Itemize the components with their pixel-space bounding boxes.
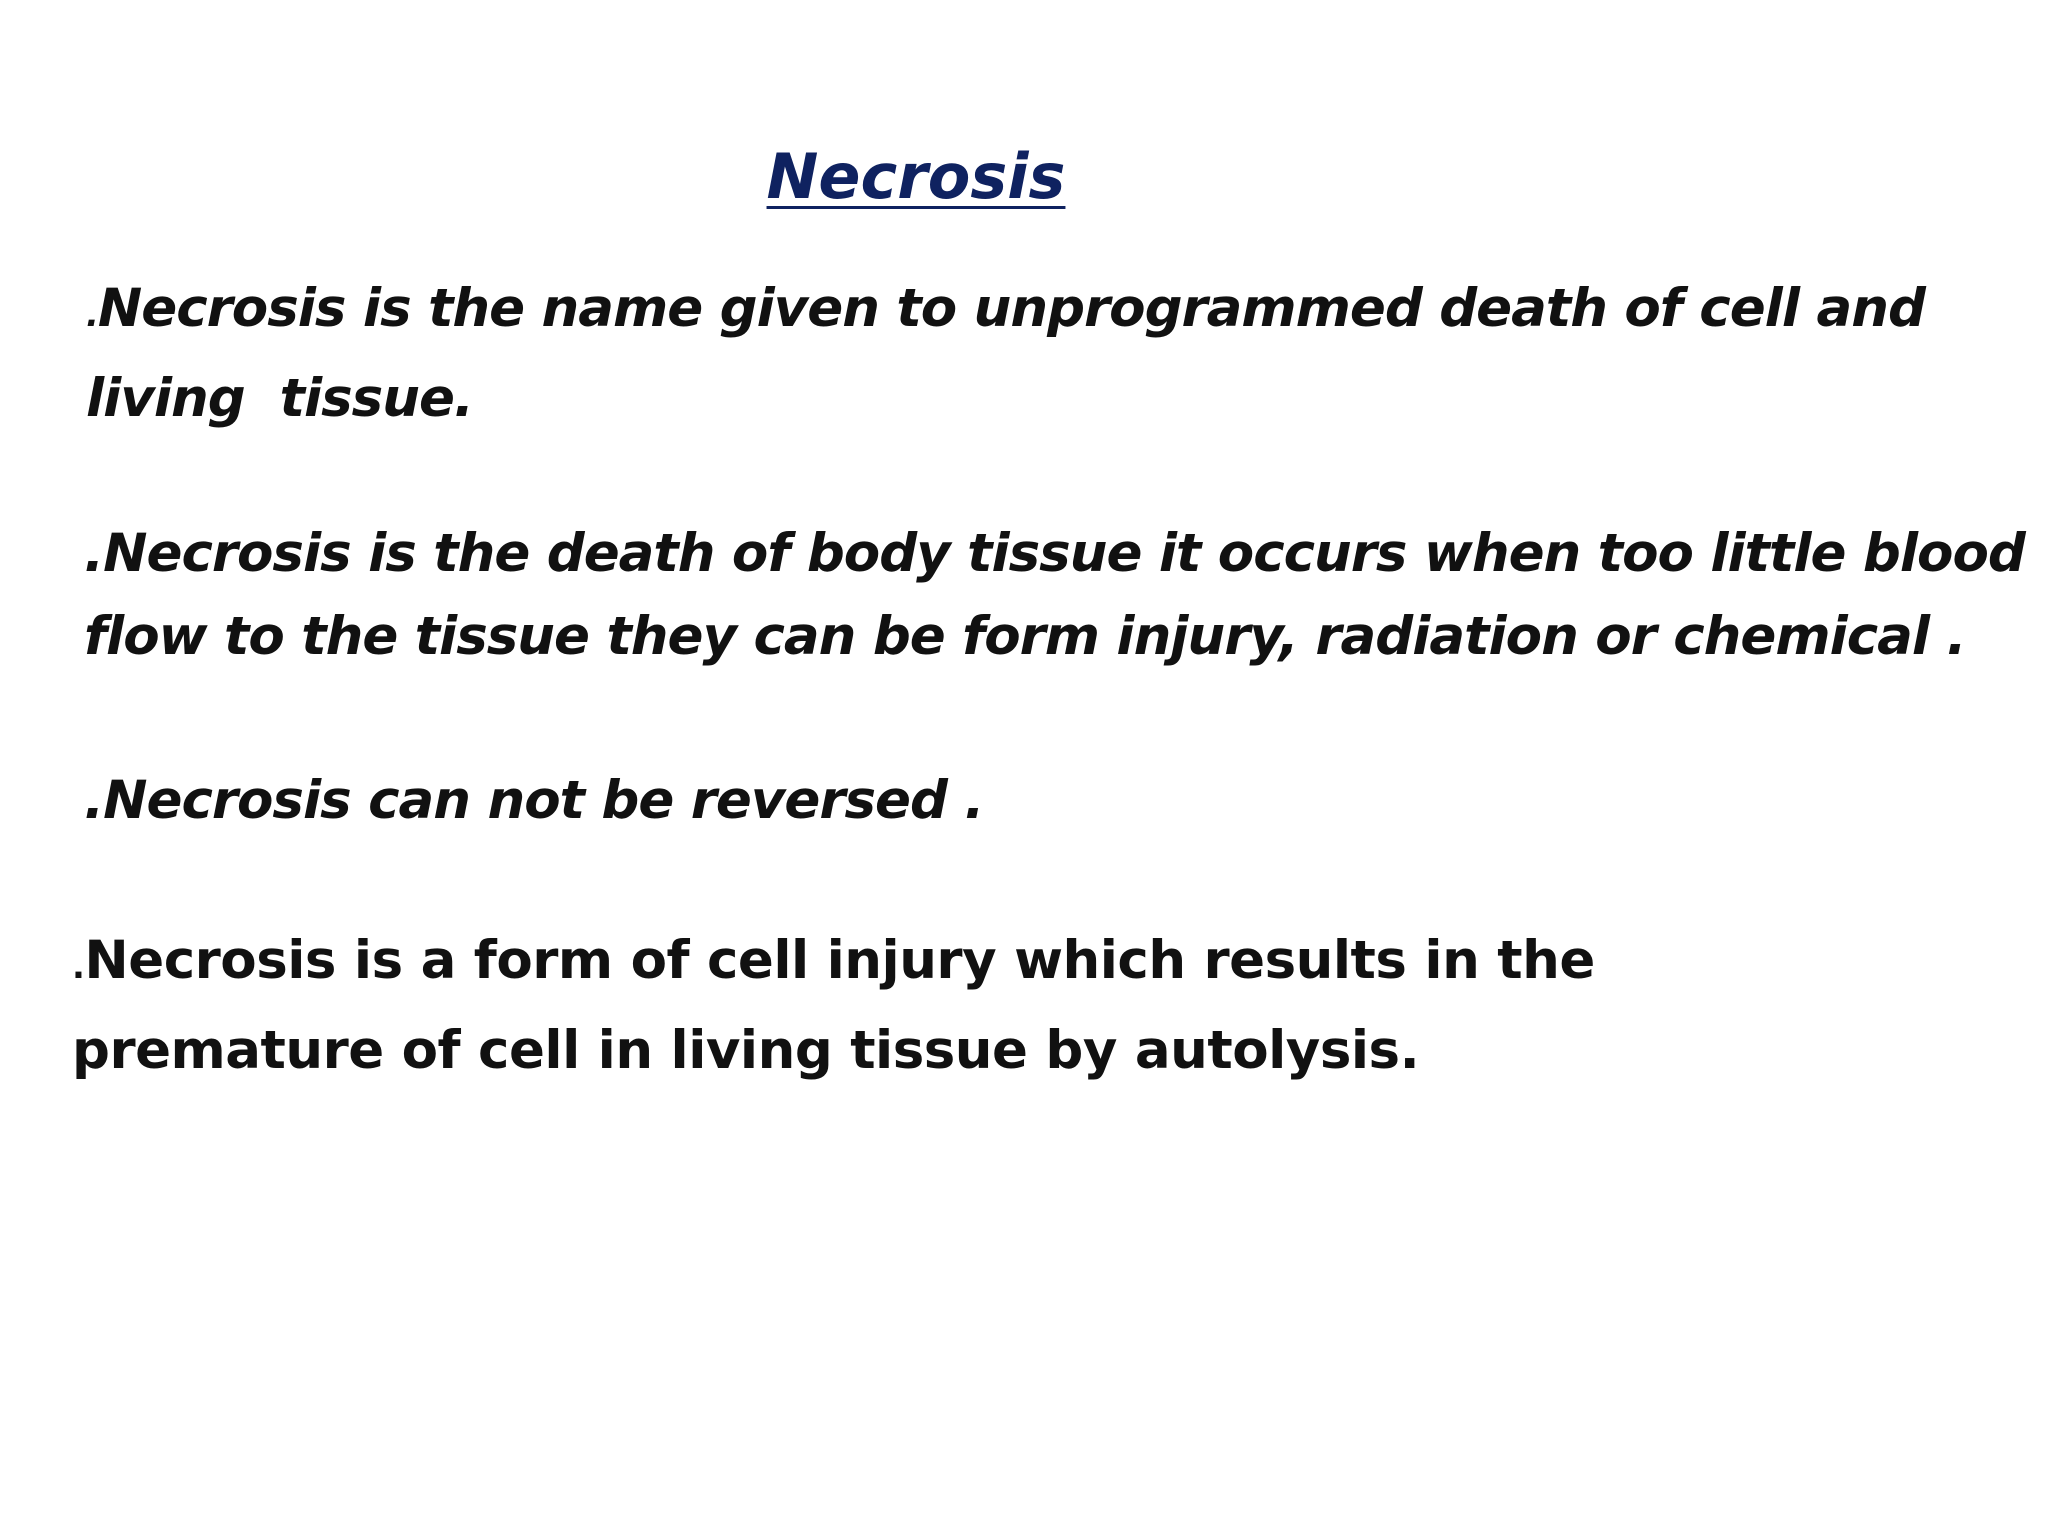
paragraph-cell-injury: [72, 919, 1595, 1092]
bullet-dot: .: [72, 947, 85, 987]
line-text: Necrosis is a form of cell injury which results in the: [84, 930, 1595, 991]
slide-title: Necrosis: [766, 140, 1066, 213]
paragraph-not-reversed: [84, 759, 983, 842]
bullet-dot: .: [84, 770, 104, 831]
paragraph-line: [72, 919, 1595, 1009]
line-text: Necrosis is the name given to unprogrammed death of cell and: [97, 278, 1925, 339]
line-text: Necrosis is the death of body tissue it occurs when too little blood: [103, 523, 2025, 584]
paragraph-line: premature of cell in living tissue by autolysis.: [72, 1020, 1420, 1081]
paragraph-line: living tissue.: [86, 368, 474, 429]
paragraph-body-tissue: [84, 512, 2025, 678]
bullet-dot: .: [86, 295, 98, 335]
paragraph-line: [84, 512, 2025, 595]
paragraph-line: [84, 759, 983, 842]
paragraph-line: flow to the tissue they can be form injury, radiation or chemical .: [84, 606, 1966, 667]
line-text: Necrosis can not be reversed .: [103, 770, 984, 831]
bullet-dot: .: [84, 523, 104, 584]
paragraph-unprogrammed-death: [86, 267, 1925, 440]
paragraph-line: [86, 267, 1925, 357]
